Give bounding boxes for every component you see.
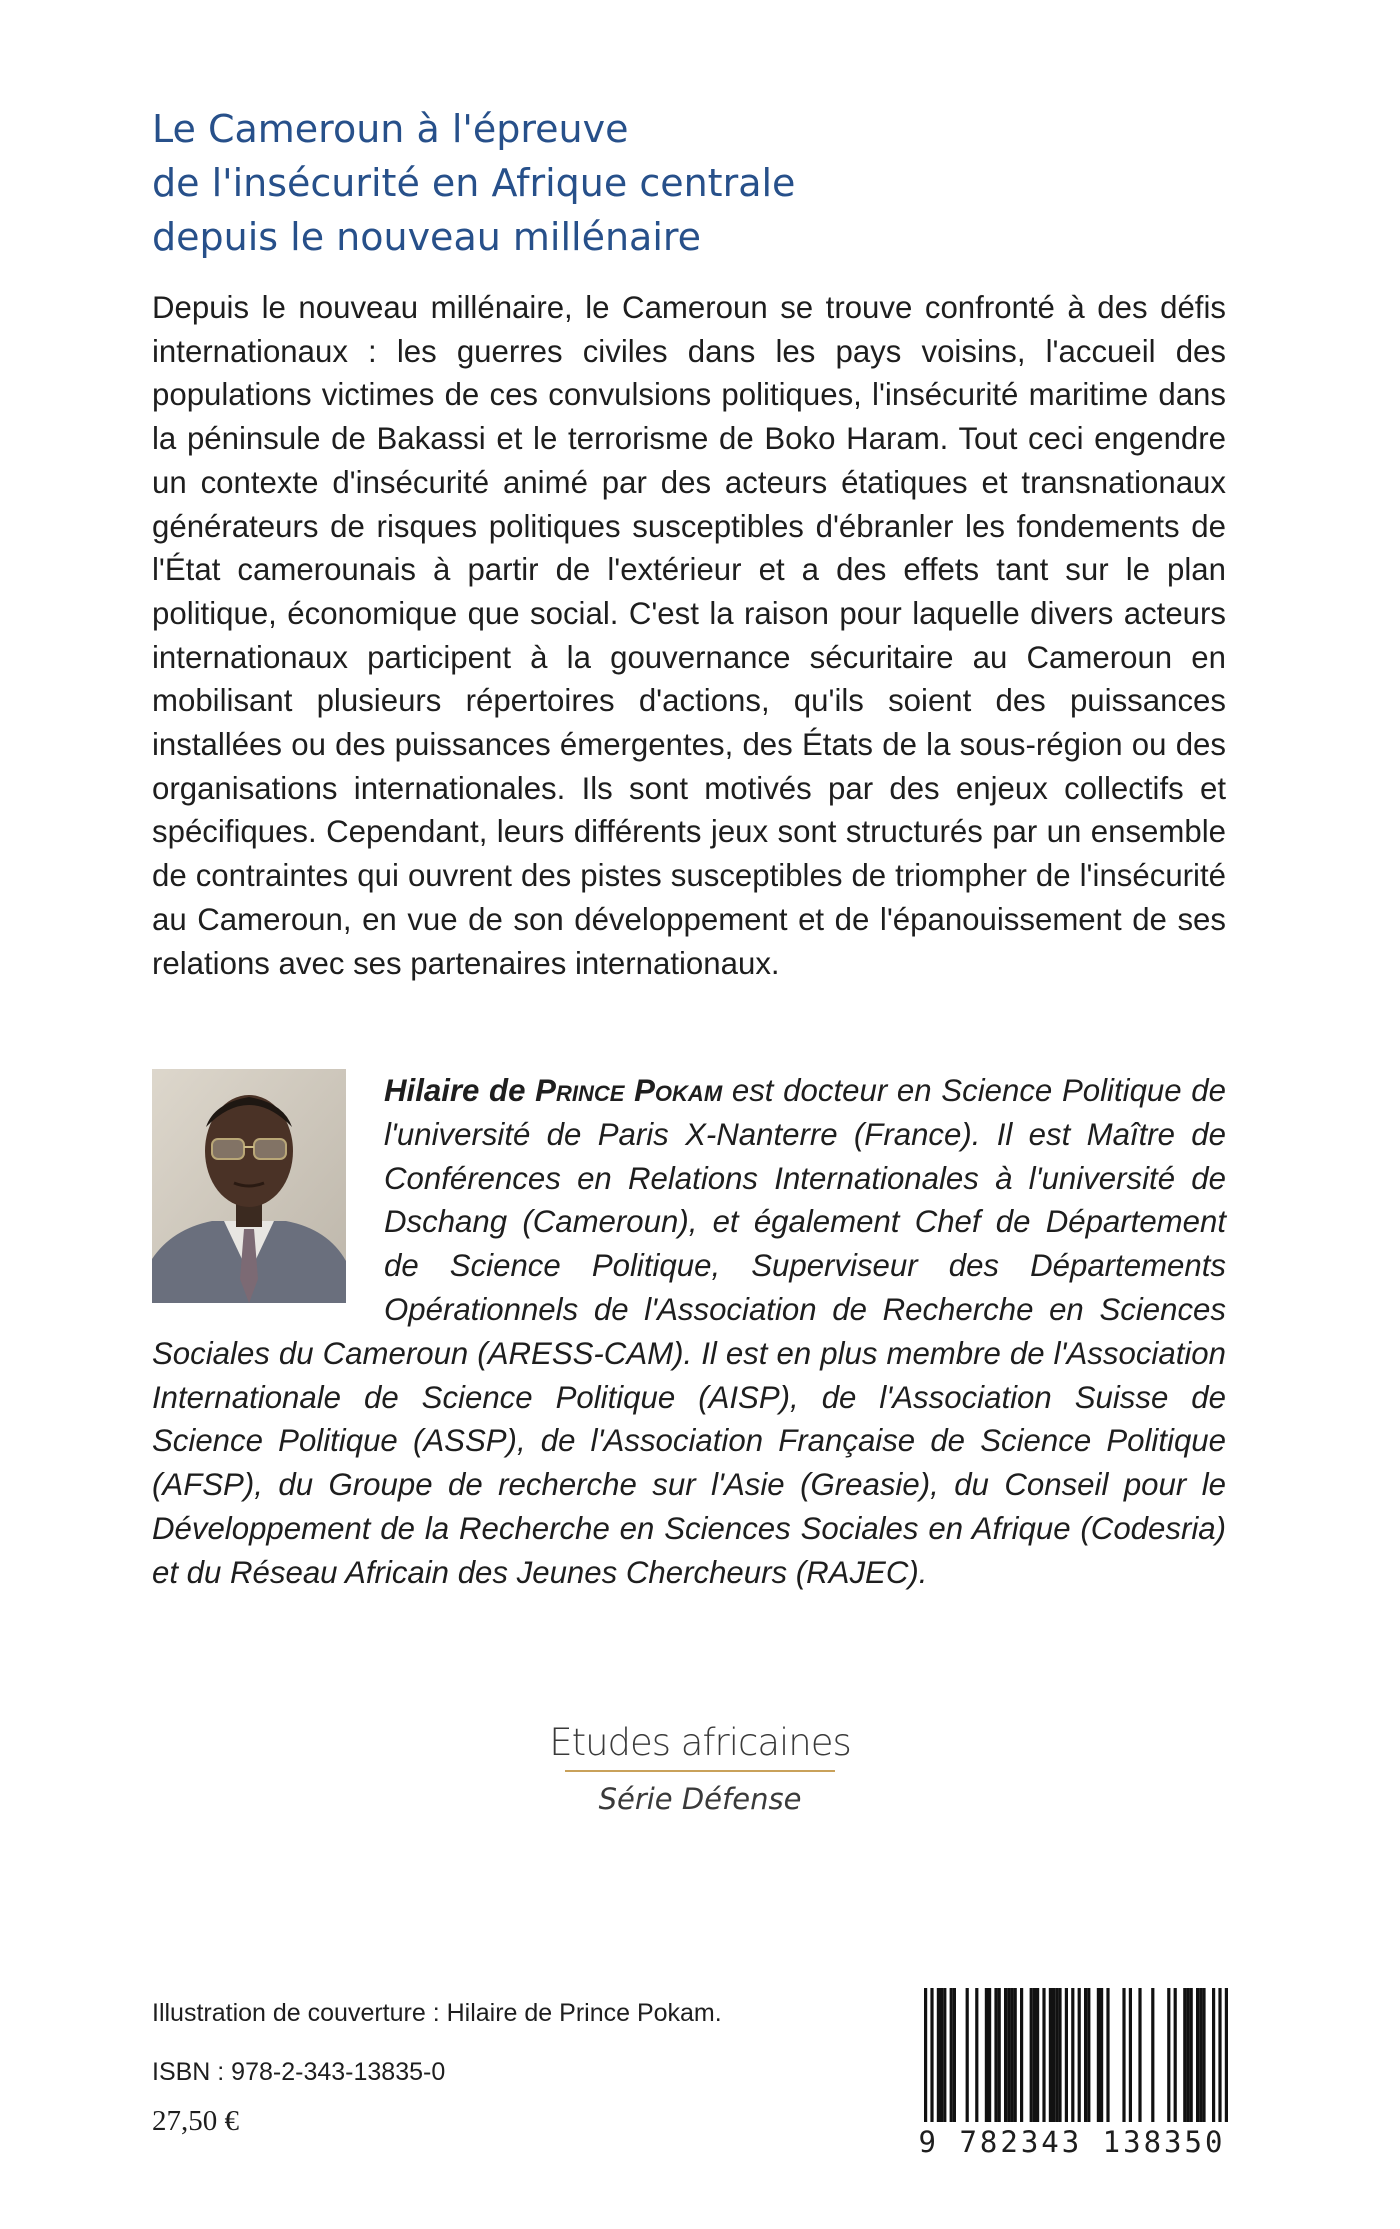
title-line: de l'insécurité en Afrique centrale [152,161,796,205]
barcode-bar [1212,1988,1215,2122]
barcode-bar [1106,1988,1109,2122]
barcode-bar [1036,1988,1039,2122]
barcode-bar [975,1988,978,2122]
barcode-bar [1186,1988,1189,2122]
barcode-bar [1151,1988,1154,2122]
isbn: ISBN : 978-2-343-13835-0 [152,2058,446,2086]
barcode-bar [1010,1988,1013,2122]
barcode-digits: 9 782343 138350 [918,2125,1226,2159]
barcode-bar [1007,1988,1010,2122]
barcode-bar [1225,1988,1228,2122]
barcode-bar [1042,1988,1045,2122]
barcode-bar [1183,1988,1186,2122]
barcode-bar [1167,1988,1170,2122]
barcode-bar [1065,1988,1068,2122]
barcode-bar [943,1988,946,2122]
barcode-bar [1122,1988,1125,2122]
barcode-bar [1199,1988,1202,2122]
barcode-bar [1084,1988,1087,2122]
barcode-bar [1049,1988,1052,2122]
series-name: Etudes africaines [549,1721,851,1764]
barcode-bar [1020,1988,1023,2122]
isbn-barcode [912,1984,1232,2160]
series-logo [452,1718,948,1818]
author-name: Hilaire de Prince Pokam [384,1073,723,1108]
barcode-bar [985,1988,988,2122]
barcode-bar [950,1988,953,2122]
barcode-bar [1138,1988,1141,2122]
barcode-bar [930,1988,933,2122]
barcode-bar [953,1988,956,2122]
barcode-bar [1087,1988,1090,2122]
barcode-bar [1196,1988,1199,2122]
barcode-bar [1071,1988,1074,2122]
book-summary: Depuis le nouveau millénaire, le Cameroun se trouve confronté à des défis internationaux : les guerres civiles dans les pays voisins, l'accueil des populations victimes de ces convulsions politiques, l'insécurité maritime dans la péninsule de Bakassi et le terrorisme de Boko Haram. Tout ceci engendre un contexte d'insécurité animé par des acteurs étatiques et transnationaux générateurs de risques politiques susceptibles d'ébranler les fondements de l'État camerounais à partir de l'extérieur et a des effets tant sur le plan politique, économique que social. C'est la raison pour laquelle divers acteurs internationaux participent à la gouvernance sécuritaire au Cameroun en mobilisant plusieurs répertoires d'actions, qu'ils soient des puissances installées ou des puissances émergentes, des États de la sous-région ou des organisations internationales. Ils sont motivés par des enjeux collectifs et spécifiques. Cependant, leurs différents jeux sont structurés par un ensemble de contraintes qui ouvrent des pistes susceptibles de triompher de l'insécurité au Cameroun, en vue de son développement et de l'épanouissement de ses relations avec ses partenaires internationaux. [152,290,1226,981]
cover-illustration-credit: Illustration de couverture : Hilaire de Prince Pokam. [152,1999,722,2027]
price: 27,50 € [152,2105,239,2137]
title-line: Le Cameroun à l'épreuve [152,107,629,151]
barcode-bar [966,1988,969,2122]
barcode-bar [1014,1988,1017,2122]
barcode-bar [1030,1988,1033,2122]
barcode-bar [1058,1988,1061,2122]
series-subtitle: Série Défense [598,1782,802,1816]
barcode-bar [988,1988,991,2122]
barcode-bar [1218,1988,1221,2122]
barcode-bar [1129,1988,1132,2122]
barcode-bar [940,1988,943,2122]
barcode-bar [1190,1988,1193,2122]
barcode-bar [924,1988,927,2122]
series-divider [565,1770,835,1772]
author-bio [152,1069,1226,1595]
barcode-bar [1174,1988,1177,2122]
title-line: depuis le nouveau millénaire [152,215,702,259]
barcode-bar [1055,1988,1058,2122]
barcode-bar [1100,1988,1103,2122]
author-bio-text: est docteur en Science Politique de l'université de Paris X-Nanterre (France). Il est Maître de Conférences en Relations Internationales à l'université de Dschang (Cameroun), et également Chef de Département de Science Politique, Superviseur des Départements Opérationnels de l'Association de Recherche en Sciences Sociales du Cameroun (ARESS-CAM). Il est en plus membre de l'Association Internationale de Science Politique (AISP), de l'Association Suisse de Science Politique (ASSP), de l'Association Française de Science Politique (AFSP), du Groupe de recherche sur l'Asie (Greasie), du Conseil pour le Développement de la Recherche en Sciences Sociales en Afrique (Codesria) et du Réseau Africain des Jeunes Chercheurs (RAJEC). [152,1073,1227,1590]
barcode-bar [994,1988,997,2122]
barcode-bar [937,1988,940,2122]
barcode-bar [1202,1988,1205,2122]
barcode-bar [1052,1988,1055,2122]
book-title [152,102,1252,264]
barcode-bar [1033,1988,1036,2122]
barcode-bar [1078,1988,1081,2122]
barcode-bar [998,1988,1001,2122]
barcode-bar [1004,1988,1007,2122]
barcode-bar [1097,1988,1100,2122]
